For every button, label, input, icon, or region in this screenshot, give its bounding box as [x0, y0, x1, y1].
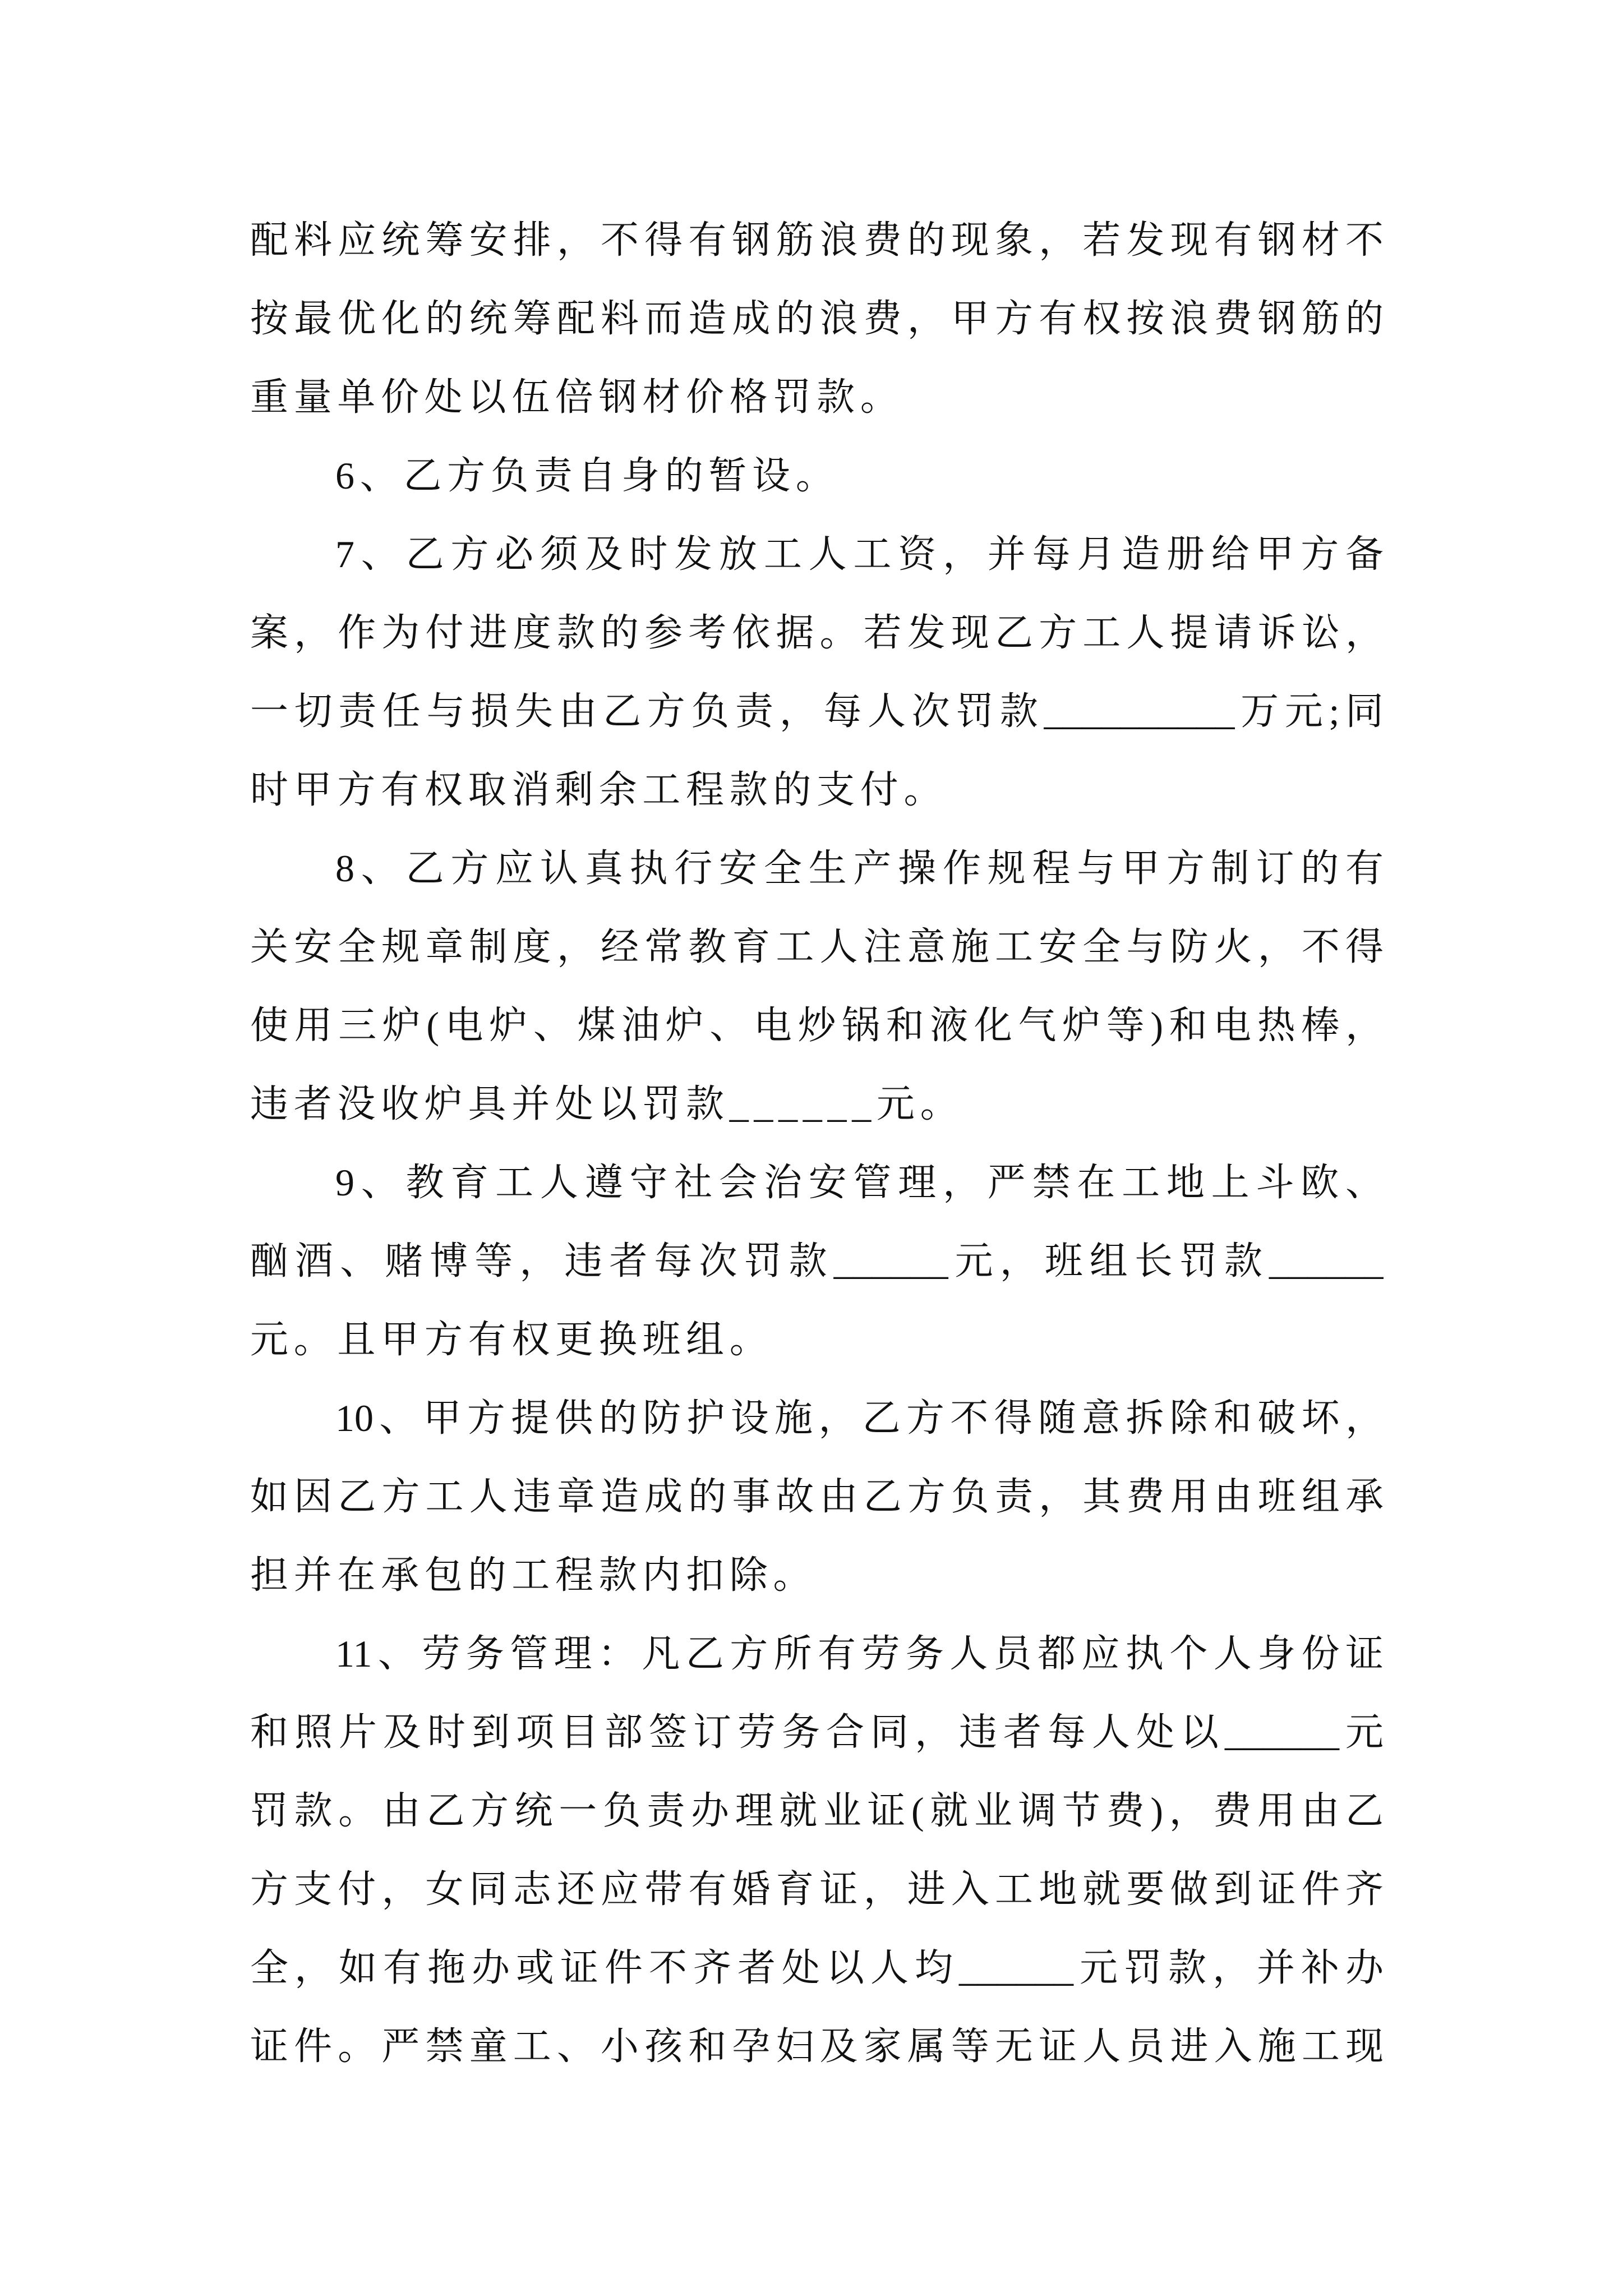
text-line: 证件。严禁童工、小孩和孕妇及家属等无证人员进入施工现 [250, 2025, 1384, 2068]
paragraph-start-line: 10、甲方提供的防护设施，乙方不得随意拆除和破坏， [335, 1397, 1384, 1439]
text-line: 使用三炉(电炉、煤油炉、电炒锅和液化气炉等)和电热棒， [250, 1004, 1384, 1047]
paragraph-start-line: 9、教育工人遵守社会治安管理，严禁在工地上斗欧、 [335, 1161, 1384, 1204]
text-line: 全，如有拖办或证件不齐者处以人均______元罚款，并补办 [250, 1947, 1384, 1989]
text-line: 酗酒、赌博等，违者每次罚款______元，班组长罚款______ [250, 1240, 1384, 1282]
text-line: 案，作为付进度款的参考依据。若发现乙方工人提请诉讼， [250, 611, 1384, 654]
text-line: 和照片及时到项目部签订劳务合同，违者每人处以______元 [250, 1711, 1384, 1754]
text-line: 方支付，女同志还应带有婚育证，进入工地就要做到证件齐 [250, 1868, 1384, 1911]
text-line: 按最优化的统筹配料而造成的浪费，甲方有权按浪费钢筋的 [250, 297, 1384, 340]
text-line: 重量单价处以伍倍钢材价格罚款。 [250, 376, 904, 418]
text-line: 配料应统筹安排，不得有钢筋浪费的现象，若发现有钢材不 [250, 219, 1384, 261]
paragraph-start-line: 6、乙方负责自身的暂设。 [335, 454, 840, 497]
document-page [250, 201, 1384, 2086]
text-line: 时甲方有权取消剩余工程款的支付。 [250, 769, 948, 811]
paragraph-start-line: 11、劳务管理：凡乙方所有劳务人员都应执个人身份证 [335, 1632, 1384, 1675]
text-line: 违者没收炉具并处以罚款______元。 [250, 1083, 964, 1125]
text-line: 如因乙方工人违章造成的事故由乙方负责，其费用由班组承 [250, 1475, 1384, 1518]
text-line: 元。且甲方有权更换班组。 [250, 1318, 773, 1361]
paragraph-start-line: 7、乙方必须及时发放工人工资，并每月造册给甲方备 [335, 533, 1384, 576]
text-line: 罚款。由乙方统一负责办理就业证(就业调节费)，费用由乙 [250, 1789, 1384, 1832]
text-line: 一切责任与损失由乙方负责，每人次罚款__________万元;同 [250, 690, 1384, 733]
paragraph-start-line: 8、乙方应认真执行安全生产操作规程与甲方制订的有 [335, 847, 1384, 890]
text-line: 关安全规章制度，经常教育工人注意施工安全与防火，不得 [250, 926, 1384, 968]
text-line: 担并在承包的工程款内扣除。 [250, 1554, 817, 1596]
